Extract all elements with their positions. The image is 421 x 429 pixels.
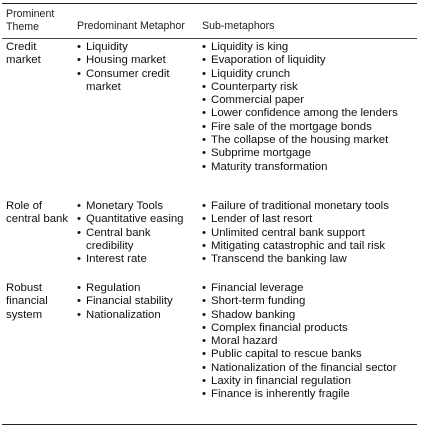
header-sub-metaphors: Sub-metaphors bbox=[202, 20, 275, 32]
row-subs-credit-market bbox=[202, 41, 417, 174]
list-item: • Subprime mortgage bbox=[202, 147, 417, 160]
list-item: • Lender of last resort bbox=[202, 213, 417, 226]
header-prominent-theme: Prominent Theme bbox=[6, 8, 55, 33]
row-metaphors-central-bank bbox=[77, 200, 197, 266]
list-item: • Nationalization of the financial sector bbox=[202, 362, 417, 375]
list-item: • Public capital to rescue banks bbox=[202, 348, 417, 361]
header-rule bbox=[2, 38, 417, 39]
list-item: • Shadow banking bbox=[202, 309, 417, 322]
list-item: • Moral hazard bbox=[202, 335, 417, 348]
list-item: • Evaporation of liquidity bbox=[202, 54, 417, 67]
list-item: • Regulation bbox=[77, 282, 197, 295]
list-item: • Financial leverage bbox=[202, 282, 417, 295]
list-item: • Central bank credibility bbox=[77, 227, 197, 254]
list-item: • Unlimited central bank support bbox=[202, 227, 417, 240]
list-item: • Complex financial products bbox=[202, 322, 417, 335]
list-item: • Lower confidence among the lenders bbox=[202, 107, 417, 120]
list-item: • Nationalization bbox=[77, 309, 197, 322]
list-item: • Maturity transformation bbox=[202, 161, 417, 174]
row-theme-central-bank: Role of central bank bbox=[6, 200, 69, 226]
row-subs-financial-system bbox=[202, 282, 417, 402]
list-item: • Failure of traditional monetary tools bbox=[202, 200, 417, 213]
row-theme-financial-system: Robust financial system bbox=[6, 282, 48, 321]
list-item: • Housing market bbox=[77, 54, 197, 67]
list-item: • Counterparty risk bbox=[202, 81, 417, 94]
list-item: • The collapse of the housing market bbox=[202, 134, 417, 147]
list-item: • Quantitative easing bbox=[77, 213, 197, 226]
list-item: • Interest rate bbox=[77, 253, 197, 266]
list-item: • Laxity in financial regulation bbox=[202, 375, 417, 388]
list-item: • Liquidity crunch bbox=[202, 68, 417, 81]
list-item: • Finance is inherently fragile bbox=[202, 388, 417, 401]
list-item: • Mitigating catastrophic and tail risk bbox=[202, 240, 417, 253]
list-item: • Financial stability bbox=[77, 295, 197, 308]
table-bottom-rule bbox=[2, 424, 417, 425]
row-theme-credit-market: Credit market bbox=[6, 41, 41, 67]
row-subs-central-bank bbox=[202, 200, 417, 266]
header-predominant-metaphor: Predominant Metaphor bbox=[77, 20, 185, 32]
table-top-rule bbox=[2, 3, 417, 4]
list-item: • Consumer credit market bbox=[77, 68, 197, 95]
list-item: • Liquidity is king bbox=[202, 41, 417, 54]
list-item: • Monetary Tools bbox=[77, 200, 197, 213]
list-item: • Short-term funding bbox=[202, 295, 417, 308]
list-item: • Transcend the banking law bbox=[202, 253, 417, 266]
row-metaphors-credit-market bbox=[77, 41, 197, 94]
list-item: • Fire sale of the mortgage bonds bbox=[202, 121, 417, 134]
list-item: • Commercial paper bbox=[202, 94, 417, 107]
list-item: • Liquidity bbox=[77, 41, 197, 54]
row-metaphors-financial-system bbox=[77, 282, 197, 322]
